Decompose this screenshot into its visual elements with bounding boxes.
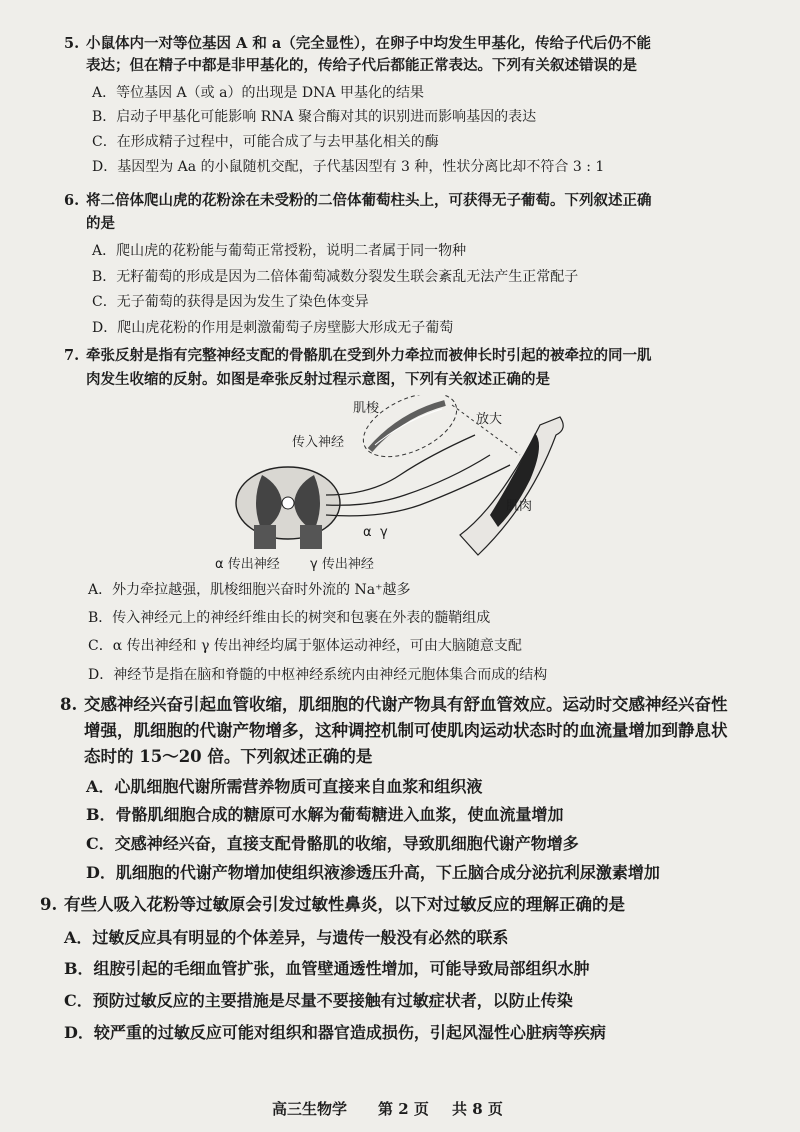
label-gamma: γ bbox=[380, 525, 388, 540]
option-b: B．传入神经元上的神经纤维由长的树突和包裹在外表的髓鞘组成 bbox=[88, 610, 491, 626]
question-stem: 牵张反射是指有完整神经支配的骨骼肌在受到外力牵拉而被伸长时引起的被牵拉的同一肌 bbox=[86, 347, 652, 364]
option-a: A．外力牵拉越强，肌梭细胞兴奋时外流的 Na⁺越多 bbox=[88, 582, 411, 598]
question-stem: 增强，肌细胞的代谢产物增多，这种调控机制可使肌肉运动状态时的血流量增加到静息状 bbox=[84, 721, 728, 740]
question-stem: 态时的 15～20 倍。下列叙述正确的是 bbox=[84, 747, 373, 766]
question-number: 7. bbox=[64, 347, 80, 364]
option-d: D．肌细胞的代谢产物增加使组织液渗透压升高，下丘脑合成分泌抗利尿激素增加 bbox=[86, 863, 660, 882]
label-muscle: 肌肉 bbox=[506, 499, 533, 514]
label-gamma-efferent: γ 传出神经 bbox=[310, 557, 374, 572]
footer-subject: 高三生物学 bbox=[272, 1100, 348, 1118]
option-c: C．α 传出神经和 γ 传出神经均属于躯体运动神经，可由大脑随意支配 bbox=[88, 638, 522, 654]
question-number: 9. bbox=[40, 895, 58, 914]
option-a: A．过敏反应具有明显的个体差异，与遗传一般没有必然的联系 bbox=[64, 928, 509, 947]
label-afferent-nerve: 传入神经 bbox=[292, 435, 345, 450]
question-number: 5. bbox=[64, 35, 80, 52]
option-d: D．爬山虎花粉的作用是刺激葡萄子房壁膨大形成无子葡萄 bbox=[92, 320, 454, 336]
footer-total: 共 8 页 bbox=[452, 1100, 503, 1118]
question-stem: 肉发生收缩的反射。如图是牵张反射过程示意图，下列有关叙述正确的是 bbox=[86, 371, 550, 388]
option-c: C．无子葡萄的获得是因为发生了染色体变异 bbox=[92, 294, 369, 310]
question-number: 6. bbox=[64, 192, 80, 209]
option-c: C．在形成精子过程中，可能合成了与去甲基化相关的酶 bbox=[92, 134, 439, 150]
label-magnify: 放大 bbox=[476, 412, 503, 427]
footer-page: 第 2 页 bbox=[378, 1100, 429, 1118]
label-spindle: 肌梭 bbox=[353, 401, 380, 416]
option-a: A．等位基因 A（或 a）的出现是 DNA 甲基化的结果 bbox=[92, 85, 424, 101]
option-d: D．基因型为 Aa 的小鼠随机交配，子代基因型有 3 种，性状分离比却不符合 3 : 1 bbox=[92, 159, 605, 175]
option-a: A．心肌细胞代谢所需营养物质可直接来自血浆和组织液 bbox=[86, 777, 483, 796]
label-alpha: α bbox=[363, 525, 372, 540]
option-b: B．骨骼肌细胞合成的糖原可水解为葡萄糖进入血浆，使血流量增加 bbox=[86, 805, 564, 824]
option-b: B．组胺引起的毛细血管扩张，血管壁通透性增加，可能导致局部组织水肿 bbox=[64, 959, 590, 978]
question-stem: 有些人吸入花粉等过敏原会引发过敏性鼻炎，以下对过敏反应的理解正确的是 bbox=[64, 895, 625, 914]
question-number: 8. bbox=[60, 695, 78, 714]
stretch-reflex-diagram bbox=[215, 395, 570, 573]
option-d: D．神经节是指在脑和脊髓的中枢神经系统内由神经元胞体集合而成的结构 bbox=[88, 667, 548, 683]
option-b: B．无籽葡萄的形成是因为二倍体葡萄减数分裂发生联会紊乱无法产生正常配子 bbox=[92, 269, 579, 285]
option-d: D．较严重的过敏反应可能对组织和器官造成损伤，引起风湿性心脏病等疾病 bbox=[64, 1023, 606, 1042]
question-stem: 表达；但在精子中都是非甲基化的，传给子代后都能正常表达。下列有关叙述错误的是 bbox=[86, 57, 637, 74]
reflex-illustration bbox=[230, 395, 570, 573]
option-a: A．爬山虎的花粉能与葡萄正常授粉，说明二者属于同一物种 bbox=[92, 243, 467, 259]
question-stem: 交感神经兴奋引起血管收缩，肌细胞的代谢产物具有舒血管效应。运动时交感神经兴奋性 bbox=[84, 695, 728, 714]
question-stem: 的是 bbox=[86, 215, 115, 232]
option-c: C．交感神经兴奋，直接支配骨骼肌的收缩，导致肌细胞代谢产物增多 bbox=[86, 834, 579, 853]
option-c: C．预防过敏反应的主要措施是尽量不要接触有过敏症状者，以防止传染 bbox=[64, 991, 573, 1010]
label-alpha-efferent: α 传出神经 bbox=[215, 557, 280, 572]
question-stem: 将二倍体爬山虎的花粉涂在未受粉的二倍体葡萄柱头上，可获得无子葡萄。下列叙述正确 bbox=[86, 192, 652, 209]
question-stem: 小鼠体内一对等位基因 A 和 a（完全显性），在卵子中均发生甲基化，传给子代后仍不能 bbox=[86, 35, 652, 52]
option-b: B．启动子甲基化可能影响 RNA 聚合酶对其的识别进而影响基因的表达 bbox=[92, 109, 537, 125]
